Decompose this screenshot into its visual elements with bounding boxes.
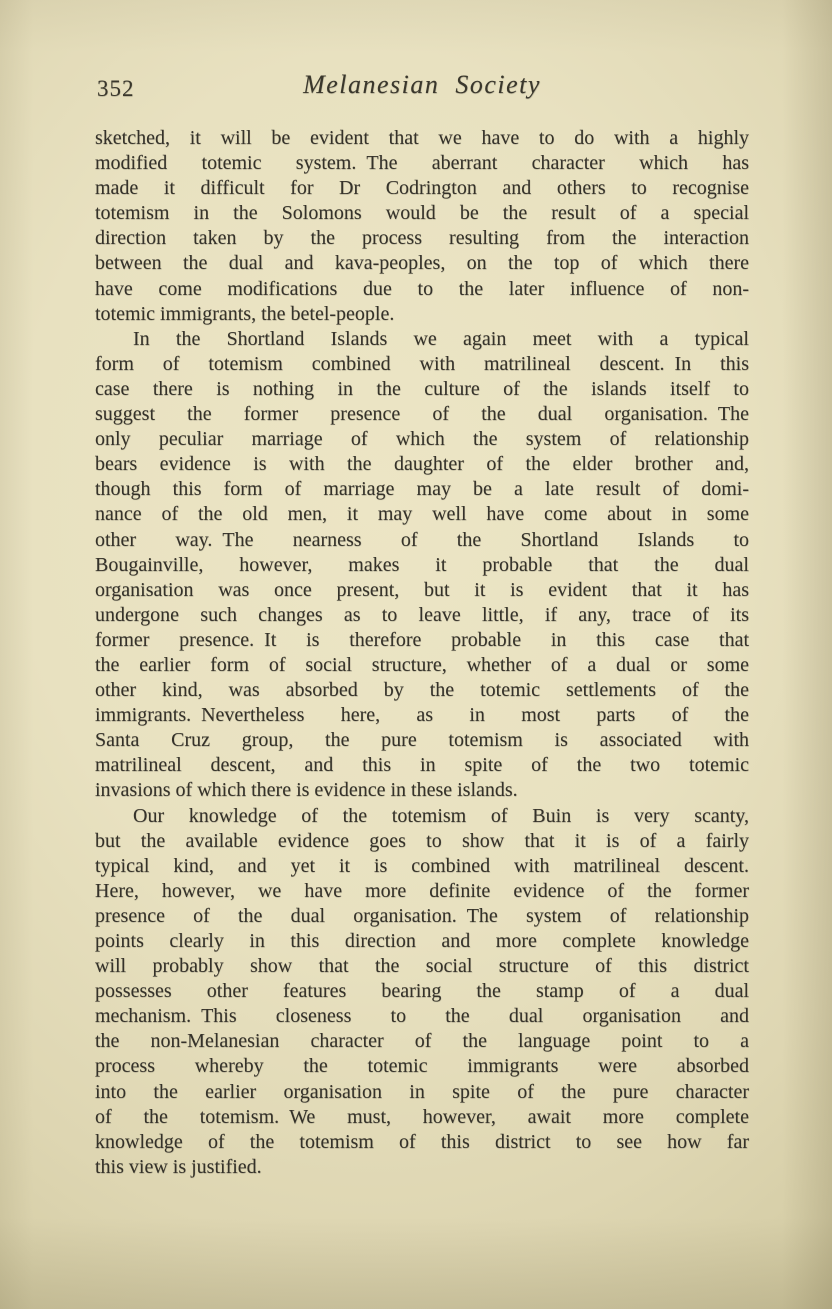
running-header-title: Melanesian Society xyxy=(303,70,541,99)
text-line: other kind, was absorbed by the totemic settlements of the xyxy=(95,679,749,702)
text-line: Here, however, we have more definite evidence of the former xyxy=(95,879,749,902)
text-line: modified totemic system. The aberrant character which has xyxy=(95,152,749,175)
text-line: Bougainville, however, makes it probable that the dual xyxy=(95,553,749,576)
page-header xyxy=(95,70,749,110)
text-line: totemic immigrants, the betel-people. xyxy=(95,302,395,325)
text-line: case there is nothing in the culture of the islands itself to xyxy=(95,377,749,400)
text-block xyxy=(95,126,749,1180)
paragraph xyxy=(95,126,749,327)
text-line: sketched, it will be evident that we have to do with a highly xyxy=(95,127,749,149)
paragraph xyxy=(95,804,749,1180)
text-line: the non-Melanesian character of the language point to a xyxy=(95,1030,749,1053)
text-line: Our knowledge of the totemism of Buin is very scanty, xyxy=(133,804,749,827)
text-line: process whereby the totemic immigrants were absorbed xyxy=(95,1055,749,1078)
text-line: of the totemism. We must, however, await more complete xyxy=(95,1105,749,1128)
text-line: Santa Cruz group, the pure totemism is associated with xyxy=(95,729,749,752)
text-line: former presence. It is therefore probable in this case that xyxy=(95,628,749,651)
text-line: In the Shortland Islands we again meet with a typical xyxy=(133,327,749,350)
text-line: knowledge of the totemism of this district to see how far xyxy=(95,1130,749,1153)
text-line: points clearly in this direction and more complete knowledge xyxy=(95,930,749,952)
text-line: presence of the dual organisation. The system of relationship xyxy=(95,904,749,927)
text-line: matrilineal descent, and this in spite of the two totemic xyxy=(95,754,749,777)
text-line: bears evidence is with the daughter of the elder brother and, xyxy=(95,453,749,476)
text-line: mechanism. This closeness to the dual organisation and xyxy=(95,1005,749,1028)
page-number: 352 xyxy=(97,76,135,101)
text-line: made it difficult for Dr Codrington and others to recognise xyxy=(95,177,749,200)
text-line: nance of the old men, it may well have come about in some xyxy=(95,503,749,526)
paragraph xyxy=(95,327,749,804)
text-line: the earlier form of social structure, whether of a dual or some xyxy=(95,653,749,676)
text-line: invasions of which there is evidence in these islands. xyxy=(95,779,518,802)
text-line: undergone such changes as to leave little, if any, trace of its xyxy=(95,603,749,626)
text-line: possesses other features bearing the stamp of a dual xyxy=(95,980,749,1003)
text-line: but the available evidence goes to show that it is of a fairly xyxy=(95,829,749,852)
text-line: have come modifications due to the later influence of non- xyxy=(95,277,749,300)
text-line: will probably show that the social structure of this district xyxy=(95,955,749,978)
text-line: only peculiar marriage of which the system of relationship xyxy=(95,428,749,451)
text-line: suggest the former presence of the dual organisation. The xyxy=(95,403,749,426)
text-line: organisation was once present, but it is evident that it has xyxy=(95,578,749,601)
text-line: other way. The nearness of the Shortland Islands to xyxy=(95,528,749,551)
text-line: between the dual and kava-peoples, on the top of which there xyxy=(95,252,749,275)
text-line: form of totemism combined with matrilineal descent. In this xyxy=(95,352,749,375)
text-line: immigrants. Nevertheless here, as in most parts of the xyxy=(95,704,749,727)
text-line: this view is justified. xyxy=(95,1155,262,1178)
text-line: typical kind, and yet it is combined with matrilineal descent. xyxy=(95,854,749,877)
text-line: direction taken by the process resulting from the interaction xyxy=(95,227,749,250)
text-line: into the earlier organisation in spite of the pure character xyxy=(95,1080,749,1103)
text-line: though this form of marriage may be a late result of domi- xyxy=(95,478,749,501)
text-line: totemism in the Solomons would be the result of a special xyxy=(95,202,749,225)
